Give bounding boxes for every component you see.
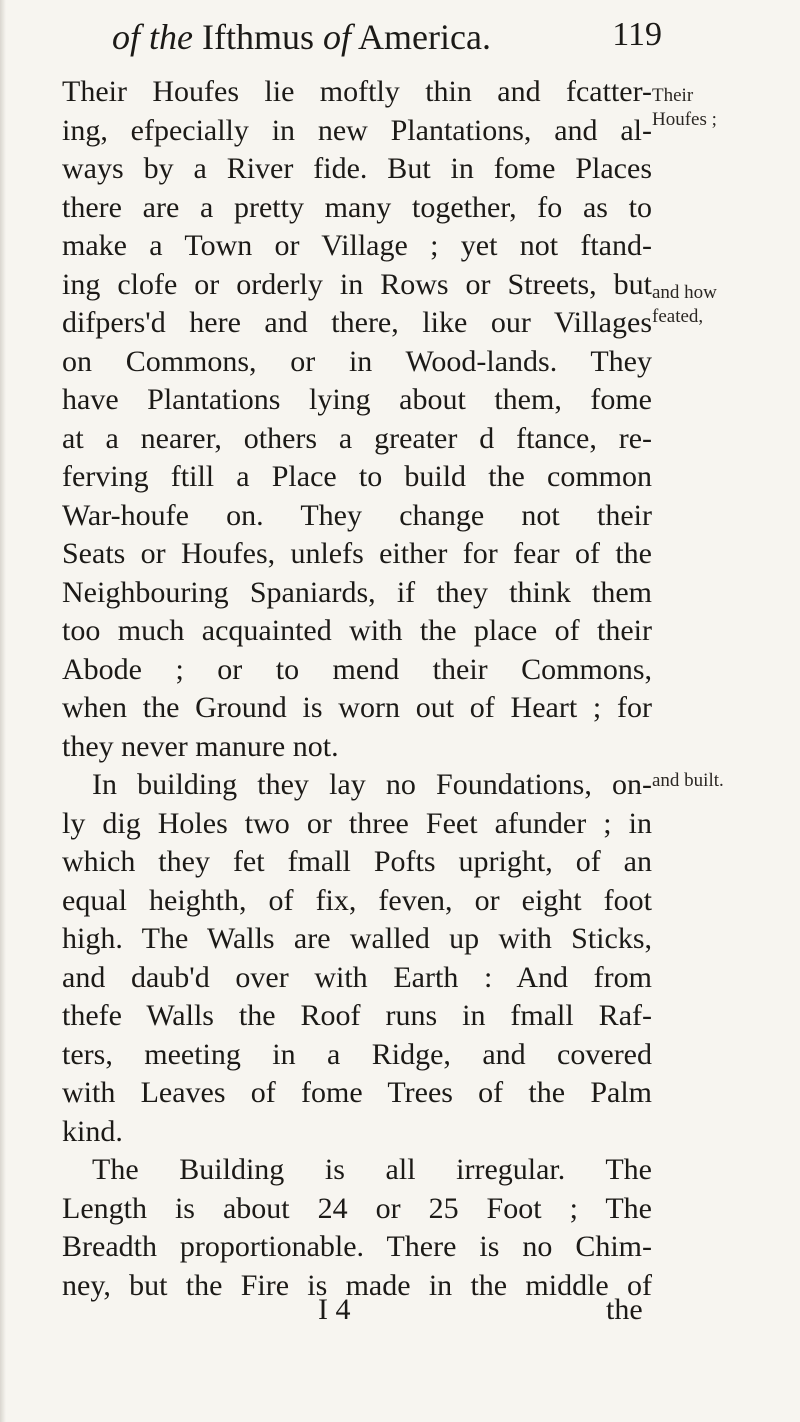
text-line: kind. xyxy=(62,1114,123,1148)
text-line: make a Town or Village ; yet not ftand- xyxy=(62,229,652,262)
text-line: on Commons, or in Wood-lands. They xyxy=(62,344,652,378)
text-line: too much acquainted with the place of their xyxy=(62,614,652,647)
title-part-of-the: of the xyxy=(112,17,193,57)
margin-note-houses xyxy=(652,84,800,132)
text-line: with Leaves of fome Trees of the Palm xyxy=(62,1076,652,1109)
margin-note-built xyxy=(652,769,800,793)
running-header xyxy=(112,16,662,76)
page-number: 119 xyxy=(612,16,662,53)
text-line: difpers'd here and there, like our Villages xyxy=(62,306,652,339)
text-line: In building they lay no Foundations, on- xyxy=(92,768,652,801)
text-line: equal heighth, of fix, feven, or eight foot xyxy=(62,883,652,917)
text-line: Length is about 24 or 25 Foot ; The xyxy=(62,1191,652,1225)
page-footer xyxy=(0,1293,800,1333)
text-line: Breadth proportionable. There is no Chim- xyxy=(62,1230,652,1263)
running-title xyxy=(112,16,491,58)
text-line: when the Ground is worn out of Heart ; for xyxy=(62,691,652,724)
title-part-isthmus: Ifthmus xyxy=(192,17,323,57)
text-line-spaniards xyxy=(62,574,652,613)
text-line: high. The Walls are walled up with Sticks, xyxy=(62,922,652,955)
text-line: Seats or Houfes, unlefs either for fear of the xyxy=(62,537,652,570)
text-line: have Plantations lying about them, fome xyxy=(62,383,652,416)
text-line: The Building is all irregular. The xyxy=(92,1153,652,1186)
text-line-content: Neighbouring Spaniards, if they think them xyxy=(62,575,652,609)
margin-note-line: and built. xyxy=(652,770,724,791)
text-line: ly dig Holes two or three Feet afunder ; in xyxy=(62,806,652,840)
text-line: there are a pretty many together, fo as to xyxy=(62,190,652,224)
text-line: ney, but the Fire is made in the middle of xyxy=(62,1268,652,1302)
text-line: ing clofe or orderly in Rows or Streets, but xyxy=(62,267,652,301)
text-line: ways by a River fide. But in fome Places xyxy=(62,152,652,185)
title-part-america: America. xyxy=(351,17,491,57)
text-line: and daub'd over with Earth : And from xyxy=(62,960,652,994)
text-line: thefe Walls the Roof runs in fmall Raf- xyxy=(62,999,652,1032)
text-line: Their Houfes lie moftly thin and fcatter- xyxy=(62,75,652,108)
margin-note-line: Houfes ; xyxy=(652,109,717,130)
text-line: War-houfe on. They change not their xyxy=(62,498,652,532)
margin-note-seated xyxy=(652,281,800,329)
page-edge-shadow xyxy=(0,0,6,1422)
main-text xyxy=(62,73,652,1305)
margin-note-line: and how xyxy=(652,282,717,303)
signature-mark: I 4 xyxy=(318,1293,351,1326)
text-line: ferving ftill a Place to build the common xyxy=(62,460,652,493)
text-line: they never manure not. xyxy=(62,729,339,763)
margin-note-line: Their xyxy=(652,85,694,106)
title-part-of: of xyxy=(322,17,351,57)
text-line: ing, efpecially in new Plantations, and al- xyxy=(62,113,652,147)
text-line: which they fet fmall Pofts upright, of an xyxy=(62,845,652,878)
catchword: the xyxy=(606,1293,643,1326)
margin-note-line: feated, xyxy=(652,306,704,327)
text-line: Abode ; or to mend their Commons, xyxy=(62,652,652,686)
text-line: at a nearer, others a greater d ftance, re- xyxy=(62,421,652,455)
text-line: ters, meeting in a Ridge, and covered xyxy=(62,1037,652,1071)
